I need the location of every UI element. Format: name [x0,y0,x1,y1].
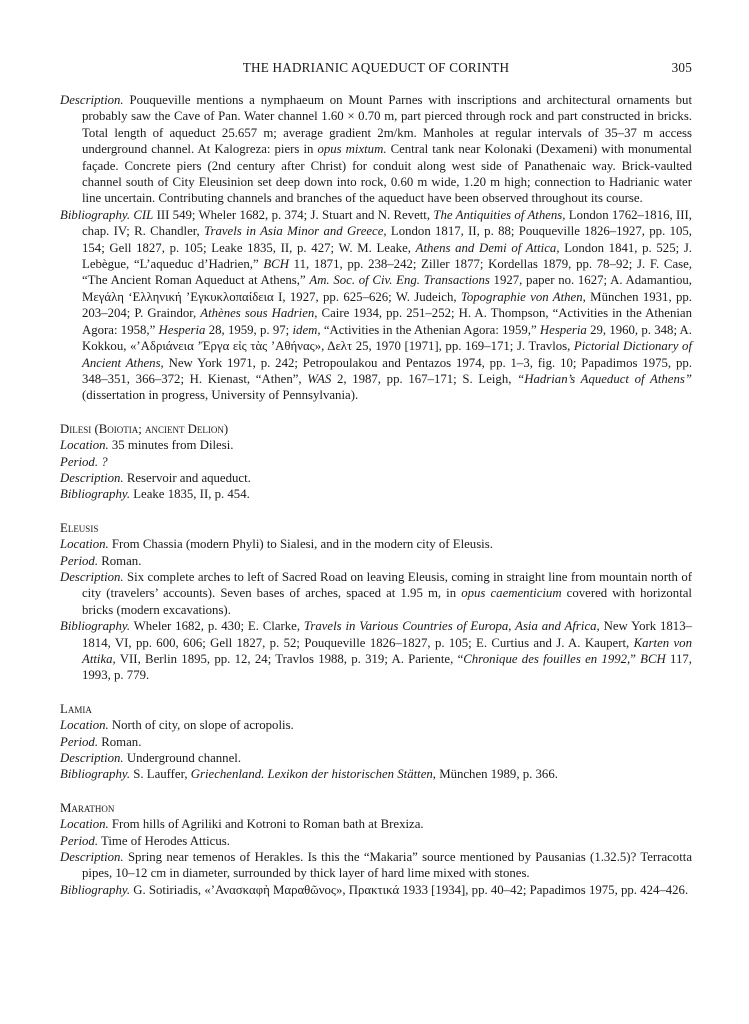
text-run: London 1841, p. 525; J. Lebègue, “L’aqueduc d’Hadrien,” [82,240,692,272]
italic-run: Pictorial Dictionary of Ancient Athens, [82,339,692,370]
bibliography-label: Bibliography. [60,882,131,897]
text-run: Spring near temenos of Herakles. Is this the “Makaria” source mentioned by Pausanias (1.32.5)? Terracotta pipes, 10–12 cm in diameter, surrounded by thick layer of hard lime mixed with stones. [82,850,692,881]
text-run: 1927, paper no. 1627; A. Adamantiou, Μεγάλη ‘Ελληνική ’Εγκυκλοπαίδεια I, 1927, pp. 625–626; W. Judeich, [82,273,692,304]
italic-run: “Hadrian’s Aqueduct of Athens” [517,371,692,386]
eleusis-location [60,536,692,552]
text-run: From hills of Agriliki and Kotroni to Roman bath at Brexiza. [111,817,424,832]
location-label: Location. [60,438,109,453]
site-region: (Boiotia; ancient Delion) [91,421,229,436]
italic-run: Topographie von Athen, [460,289,586,304]
italic-run: Travels in Asia Minor and Greece, [204,224,387,239]
italic-run: Hesperia [158,322,206,337]
period-label: Period. [60,833,99,848]
italic-run: CIL [133,207,154,222]
italic-run: The Antiquities of Athens, [433,207,566,222]
lamia-location [60,717,692,733]
text-run: New York 1813–1814, VI, pp. 600, 606; Gell 1827, p. 52; Pouqueville 1826–1827, p. 105; E. Curtius and J. A. Kaupert, [82,619,692,650]
italic-run: Athens and Demi of Attica, [415,240,560,255]
page-body [60,92,692,915]
text-run: London 1762–1816, III, chap. IV; R. Chandler, [82,207,692,239]
description-label: Description. [60,93,124,107]
entry-marathon [60,800,692,898]
text-run: Caire 1934, pp. 251–252; H. A. Thompson, “Activities in the Athenian Agora: 1958,” [82,306,692,337]
italic-run: Hesperia [539,322,587,337]
text-run: North of city, on slope of acropolis. [111,718,294,733]
italic-run: Travels in Various Countries of Europa, Asia and Africa, [303,619,600,634]
text-run: 28, 1959, p. 97; [205,322,293,337]
italic-run: BCH [640,652,666,666]
text-run: 2, 1987, pp. 167–171; S. Leigh, [331,371,518,386]
text-run: New York 1971, p. 242; Petropoulakou and Pentazos 1974, pp. 1–3, fig. 10; Papadimos 1975, pp. 348–351, 366–372; H. Kienast, “Athen”, [82,355,692,386]
text-run: London 1817, II, p. 88; Pouqueville 1826–1927, pp. 105, 154; Gell 1827, p. 105; Leake 1835, II, p. 427; W. M. Leake, [82,224,692,255]
italic-run: Am. Soc. of Civ. Eng. Transactions [309,273,490,288]
marathon-bibliography [60,882,692,898]
text-run: G. Sotiriadis, «’Ανασκαφὴ Μαραθῶνος», Πρακτικά 1933 [1934], pp. 40–42; Papadimos 1975, pp. 424–426. [133,882,689,897]
text-run: Roman. [101,553,142,568]
entry-athens [60,92,692,404]
text-run: Central tank near Kolonaki (Dexameni) with monumental façade. Concrete piers (2nd century after Christ) for conduit along west side of Panathenaic way. Brick-vaulted channel south of City Eleusinion set deep down into rock, 0.60 m wide, 1.20 m high; connection to Hadrianic water line uncertain. Contributing channels and branches of the aqueduct have been observed throughout its course. [82,142,692,206]
italic-run: opus caementicium [461,586,562,601]
site-heading-dilesi [60,421,692,437]
page-number: 305 [671,60,692,75]
marathon-location [60,816,692,832]
text-run: Leake 1835, II, p. 454. [133,487,250,502]
text-run: (dissertation in progress, University of Pennsylvania). [82,388,359,403]
text-run: VII, Berlin 1895, pp. 12, 24; Travlos 1988, p. 319; A. Pariente, “ [115,652,464,666]
bibliography-label: Bibliography. [60,207,131,222]
dilesi-location [60,437,692,453]
text-run: Pouqueville mentions a nymphaeum on Mount Parnes with inscriptions and architectural ornaments but probably saw the Cave of Pan. Water channel 1.60 × 0.70 m, part pierced through rock and part constructed in bricks. Total length of aqueduct 25.657 m; average gradient 2m/km. Manholes at regular intervals of 35–37 m access underground channel. At Kalogreza: piers in [82,93,692,157]
bibliography-label: Bibliography. [60,619,131,634]
italic-run: WAS [307,371,332,386]
bibliography-label: Bibliography. [60,767,131,782]
description-label: Description. [60,751,124,766]
text-run: Underground channel. [126,751,242,766]
marathon-description [60,849,692,882]
text-run: Roman. [101,734,142,749]
text-run: Time of Herodes Atticus. [101,833,230,848]
italic-run: Griechenland. Lexikon der historischen Stätten, [190,767,436,782]
text-run: 11, 1871, pp. 238–242; Ziller 1877; Kordellas 1879, pp. 78–92; J. F. Case, “The Ancient Roman Aqueduct at Athens,” [82,257,692,288]
site-name: Dilesi [60,421,92,436]
eleusis-bibliography [60,618,692,684]
period-label: Period. [60,734,99,749]
text-run: ? [101,454,108,469]
athens-bibliography [60,207,692,404]
lamia-period [60,734,692,750]
location-label: Location. [60,817,109,832]
italic-run: Chronique des fouilles en 1992, [463,652,631,666]
bibliography-label: Bibliography. [60,487,131,502]
text-run: 29, 1960, p. 348; A. Kokkou, «’Αδριάνεια ’Έργα εἰς τὰς ’Αθήνας», Δελτ 25, 1970 [1971], pp. 169–171; J. Travlos, [82,322,692,354]
text-run: Wheler 1682, p. 430; E. Clarke, [133,619,304,634]
eleusis-period [60,553,692,569]
italic-run: Athènes sous Hadrien, [200,306,318,321]
period-label: Period. [60,454,99,469]
site-heading-marathon: Marathon [60,800,115,815]
text-run: covered with horizontal bricks (modern excavations). [82,586,692,617]
description-label: Description. [60,569,124,584]
text-run: From Chassia (modern Phyli) to Sialesi, and in the modern city of Eleusis. [111,537,493,552]
description-label: Description. [60,470,124,485]
italic-run: idem, [292,322,321,337]
text-run: Reservoir and aqueduct. [126,470,251,485]
lamia-description [60,750,692,766]
text-run: 35 minutes from Dilesi. [111,438,234,453]
text-run: III 549; Wheler 1682, p. 374; J. Stuart and N. Revett, [153,207,434,222]
running-title: THE HADRIANIC AQUEDUCT OF CORINTH [242,60,510,75]
italic-run: Karten von Attika, [82,635,692,666]
description-label: Description. [60,850,124,865]
eleusis-description [60,569,692,618]
entry-eleusis [60,520,692,684]
lamia-bibliography [60,766,692,782]
italic-run: opus mixtum. [317,142,387,157]
text-run: München 1989, p. 366. [436,767,558,782]
athens-description [60,92,692,207]
text-run: “Activities in the Athenian Agora: 1959,” [320,322,540,337]
text-run: ” [630,652,641,666]
dilesi-period [60,454,692,470]
entry-dilesi [60,421,692,503]
text-run: Six complete arches to left of Sacred Road on leaving Eleusis, coming in straight line from mountain north of city (travelers’ accounts). Seven bases of arches, spaced at 1.95 m, in [82,569,692,601]
location-label: Location. [60,718,109,733]
marathon-period [60,833,692,849]
text-run: 117, 1993, p. 779. [82,652,692,683]
dilesi-description [60,470,692,486]
period-label: Period. [60,553,99,568]
text-run: S. Lauffer, [133,767,191,782]
text-run: München 1931, pp. 203–204; P. Graindor, [82,289,692,321]
site-heading-eleusis: Eleusis [60,520,99,535]
site-heading-lamia: Lamia [60,701,92,716]
italic-run: BCH [263,257,289,272]
dilesi-bibliography [60,486,692,502]
entry-lamia [60,701,692,783]
location-label: Location. [60,537,109,552]
